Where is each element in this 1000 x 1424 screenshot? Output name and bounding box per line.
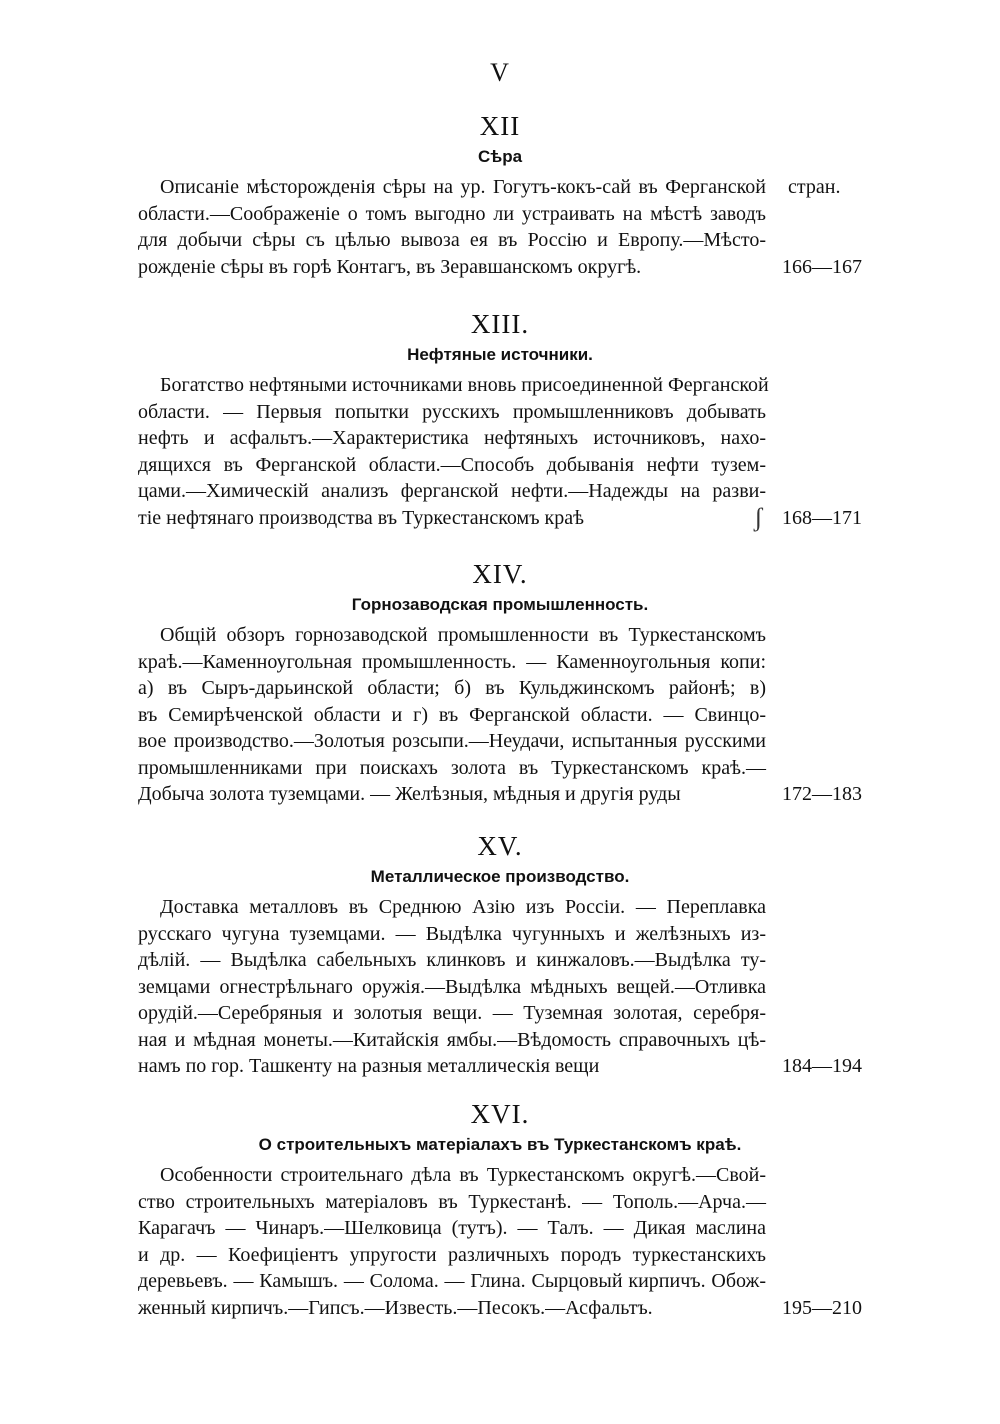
chapter-number: XII [479, 111, 521, 141]
chapter-title: О строительныхъ матеріалахъ въ Туркестанскомъ краѣ. [258, 1135, 742, 1154]
summary-line: въ Семирѣченской области и г) въ Ферганской области. — Свинцо- [138, 703, 766, 726]
summary-line: Карагачъ — Чинаръ.—Шелковица (тутъ). — Талъ. — Дикая маслина [138, 1217, 766, 1239]
summary-line: намъ по гор. Ташкенту на разныя металлическія вещи [138, 1055, 600, 1077]
summary-line: ство строительныхъ матеріаловъ въ Туркестанѣ. — Тополь.—Арча.— [138, 1190, 766, 1213]
summary-line: промышленниками при поискахъ золота въ Туркестанскомъ краѣ.— [138, 756, 766, 779]
summary-line: Общій обзоръ горнозаводской промышленности въ Туркестанскомъ [160, 624, 766, 646]
chapter-entry [0, 1162, 1000, 1321]
chapter-xiii [0, 308, 1000, 531]
summary-line: Особенности строительнаго дѣла въ Туркестанскомъ округѣ.—Свой- [160, 1164, 766, 1186]
chapter-number: XV. [477, 831, 523, 861]
chapter-entry [0, 372, 1000, 531]
chapter-title: Нефтяные источники. [407, 345, 593, 364]
summary-line: Доставка металловъ въ Среднюю Азію изъ Россіи. — Переплавка [160, 896, 766, 918]
page-range: 168—171 [782, 506, 862, 529]
summary-line: и др. — Коефиціентъ упругости различныхъ породъ туркестанскихъ [138, 1243, 766, 1266]
summary-line: краѣ.—Каменноугольная промышленность. — Каменноугольныя копи: [138, 650, 766, 673]
chapter-summary [138, 622, 766, 808]
page-range: 172—183 [782, 783, 862, 805]
summary-line: для добычи сѣры съ цѣлью вывоза ея въ Россію и Европу.—Мѣсто- [138, 229, 766, 251]
chapter-xiv [0, 558, 1000, 808]
chapter-entry [0, 622, 1000, 808]
chapter-entry [0, 174, 1000, 280]
summary-line: орудій.—Серебряныя и золотыя вещи. — Туземная золотая, серебря- [138, 1002, 766, 1024]
summary-line: Описаніе мѣсторожденія сѣры на ур. Гогутъ-кокъ-сай въ Ферганской [160, 176, 766, 198]
chapter-number: XVI. [470, 1099, 530, 1129]
summary-line: земцами огнестрѣльнаго оружія.—Выдѣлка мѣдныхъ вещей.—Отливка [138, 975, 766, 998]
summary-line: области. — Первыя попытки русскихъ промышленниковъ добывать [138, 400, 766, 423]
summary-line: Богатство нефтяными источниками вновь присоединенной Ферганской [160, 374, 769, 396]
summary-line: области.—Соображеніе о томъ выгодно ли устраивать на мѣстѣ заводъ [138, 202, 766, 225]
chapter-title: Сѣра [477, 147, 523, 166]
chapter-summary [138, 372, 769, 531]
chapter-xv [0, 830, 1000, 1080]
chapter-number: XIV. [472, 559, 528, 589]
summary-line: дящихся въ Ферганской области.—Способъ добыванія нефти тузем- [138, 453, 766, 476]
page-range: 166—167 [782, 255, 862, 278]
summary-line: дѣлій. — Выдѣлка сабельныхъ клинковъ и кинжаловъ.—Выдѣлка ту- [138, 949, 766, 971]
summary-line: тіе нефтянаго производства въ Туркестанскомъ краѣ [138, 506, 584, 529]
pages-column-header: стран. [788, 176, 841, 198]
chapter-entry [0, 894, 1000, 1080]
page-range: 184—194 [782, 1055, 862, 1077]
chapter-xii [0, 110, 1000, 280]
summary-line: а) въ Сыръ-дарьинской области; б) въ Кульджинскомъ районѣ; в) [138, 677, 766, 699]
summary-line: деревьевъ. — Камышъ. — Солома. — Глина. Сырцовый кирпичъ. Обож- [138, 1270, 766, 1292]
page-range: 195—210 [782, 1296, 862, 1319]
summary-line: вое производство.—Золотыя розсыпи.—Неудачи, испытанныя русскими [138, 730, 766, 752]
summary-line: Добыча золота туземцами. — Желѣзныя, мѣдныя и другія руды [138, 783, 681, 805]
chapter-number: XIII. [470, 309, 530, 339]
summary-line: цами.—Химическій анализъ ферганской нефти.—Надежды на разви- [138, 480, 766, 502]
summary-line: ная и мѣдная монеты.—Китайскія ямбы.—Вѣдомость справочныхъ цѣ- [138, 1028, 766, 1051]
page-number: V [490, 58, 510, 87]
summary-line: рожденіе сѣры въ горѣ Контагъ, въ Зеравшанскомъ округѣ. [138, 255, 642, 278]
chapter-summary [138, 1162, 766, 1321]
chapter-xvi [0, 1098, 1000, 1321]
chapter-title: Горнозаводская промышленность. [351, 595, 649, 614]
summary-line: нефть и асфальтъ.—Характеристика нефтяныхъ источниковъ, нахо- [138, 427, 766, 449]
chapter-summary [138, 174, 766, 280]
chapter-summary [138, 894, 766, 1080]
summary-line: русскаго чугуна туземцами. — Выдѣлка чугунныхъ и желѣзныхъ из- [138, 922, 766, 945]
chapter-title: Металлическое производство. [370, 867, 630, 886]
margin-ink-mark: ʃ [754, 503, 763, 532]
summary-line: женный кирпичъ.—Гипсъ.—Известь.—Песокъ.—Асфальтъ. [138, 1296, 653, 1319]
